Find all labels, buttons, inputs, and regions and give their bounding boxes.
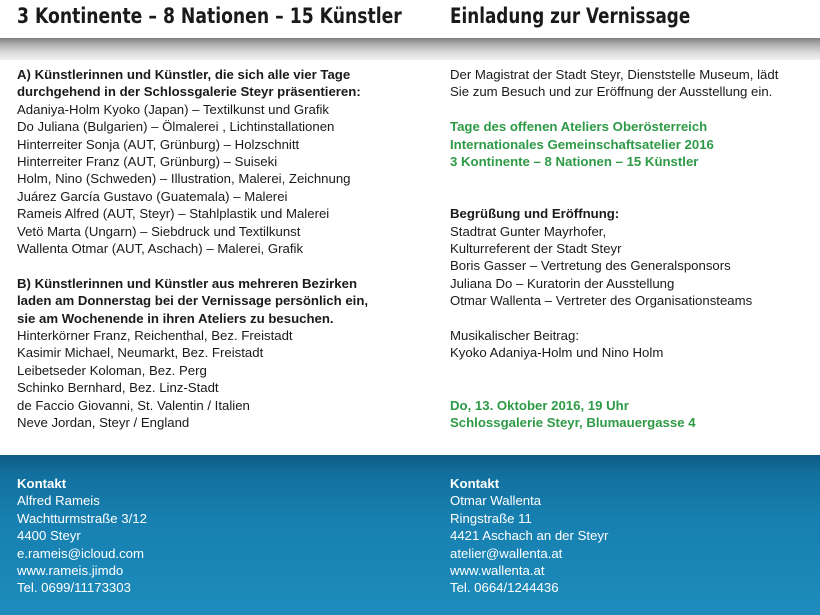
list-item: Holm, Nino (Schweden) – Illustration, Malerei, Zeichnung xyxy=(17,171,351,187)
music-section xyxy=(450,327,810,362)
contact-website: www.wallenta.at xyxy=(450,563,545,579)
section-b-artist-list xyxy=(17,327,417,431)
list-item: Hinterkörner Franz, Reichenthal, Bez. Freistadt xyxy=(17,328,293,344)
contact-heading: Kontakt xyxy=(17,476,67,491)
list-item: Rameis Alfred (AUT, Steyr) – Stahlplastik und Malerei xyxy=(17,206,330,222)
list-item: Otmar Wallenta – Vertreter des Organisationsteams xyxy=(450,293,753,309)
music-performers: Kyoko Adaniya-Holm und Nino Holm xyxy=(450,345,664,361)
list-item: Do Juliana (Bulgarien) – Ölmalerei , Lichtinstallationen xyxy=(17,119,335,135)
event-venue: Schlossgalerie Steyr, Blumauergasse 4 xyxy=(450,415,696,431)
contact-left xyxy=(17,475,147,597)
right-column xyxy=(450,66,810,431)
list-item: Hinterreiter Franz (AUT, Grünburg) – Suiseki xyxy=(17,154,278,170)
event-title: Tage des offenen Ateliers Oberösterreich Internationales Gemeinschaftsatelier 2016 3 Kontinente – 8 Nationen – 15 Künstler xyxy=(450,119,714,170)
section-a-heading: A) Künstlerinnen und Künstler, die sich alle vier Tage durchgehend in der Schlossgalerie Steyr präsentieren: xyxy=(17,67,361,100)
contact-heading: Kontakt xyxy=(450,476,500,491)
greeting-section xyxy=(450,205,810,309)
header-bar xyxy=(0,0,820,38)
left-column xyxy=(17,66,417,432)
date-venue xyxy=(450,397,810,432)
list-item: Neve Jordan, Steyr / England xyxy=(17,415,190,431)
contact-street: Wachtturmstraße 3/12 xyxy=(17,510,147,526)
contact-phone: Tel. 0699/11173303 xyxy=(17,580,131,596)
list-item: Hinterreiter Sonja (AUT, Grünburg) – Holzschnitt xyxy=(17,136,300,152)
list-item: Leibetseder Koloman, Bez. Perg xyxy=(17,362,207,378)
list-item: Vetö Marta (Ungarn) – Siebdruck und Textilkunst xyxy=(17,223,301,239)
event-date: Do, 13. Oktober 2016, 19 Uhr xyxy=(450,397,629,413)
list-item: Boris Gasser – Vertretung des Generalsponsors xyxy=(450,258,731,274)
left-title: 3 Kontinente – 8 Nationen – 15 Künstler xyxy=(17,4,402,28)
contact-website: www.rameis.jimdo xyxy=(17,563,124,579)
list-item: de Faccio Giovanni, St. Valentin / Italien xyxy=(17,397,250,413)
list-item: Schinko Bernhard, Bez. Linz-Stadt xyxy=(17,380,219,396)
list-item: Juliana Do – Kuratorin der Ausstellung xyxy=(450,275,675,291)
list-item: Wallenta Otmar (AUT, Aschach) – Malerei, Grafik xyxy=(17,241,304,257)
music-heading: Musikalischer Beitrag: xyxy=(450,328,579,344)
contact-right xyxy=(450,475,608,597)
header-shadow-divider xyxy=(0,38,820,60)
contact-street: Ringstraße 11 xyxy=(450,510,532,526)
section-a-artist-list xyxy=(17,101,417,258)
right-title: Einladung zur Vernissage xyxy=(450,4,691,28)
contact-email: e.rameis@icloud.com xyxy=(17,545,144,561)
contact-email: atelier@wallenta.at xyxy=(450,545,563,561)
greeting-heading: Begrüßung und Eröffnung: xyxy=(450,206,620,222)
contact-phone: Tel. 0664/1244436 xyxy=(450,580,559,596)
list-item: Juárez García Gustavo (Guatemala) – Malerei xyxy=(17,188,288,204)
contact-city: 4421 Aschach an der Steyr xyxy=(450,528,609,544)
contact-name: Otmar Wallenta xyxy=(450,493,542,509)
list-item: Stadtrat Gunter Mayrhofer, xyxy=(450,223,607,239)
contact-footer xyxy=(0,455,820,615)
invitation-intro: Der Magistrat der Stadt Steyr, Dienststelle Museum, lädt Sie zum Besuch und zur Eröffnung der Ausstellung ein. xyxy=(450,67,779,100)
list-item: Adaniya-Holm Kyoko (Japan) – Textilkunst und Grafik xyxy=(17,101,330,117)
contact-city: 4400 Steyr xyxy=(17,528,81,544)
contact-name: Alfred Rameis xyxy=(17,493,100,509)
list-item: Kasimir Michael, Neumarkt, Bez. Freistadt xyxy=(17,345,264,361)
section-b-heading: B) Künstlerinnen und Künstler aus mehreren Bezirken laden am Donnerstag bei der Vernissage persönlich ein, sie am Wochenende in ihren Ateliers zu besuchen. xyxy=(17,275,369,326)
list-item: Kulturreferent der Stadt Steyr xyxy=(450,241,622,257)
